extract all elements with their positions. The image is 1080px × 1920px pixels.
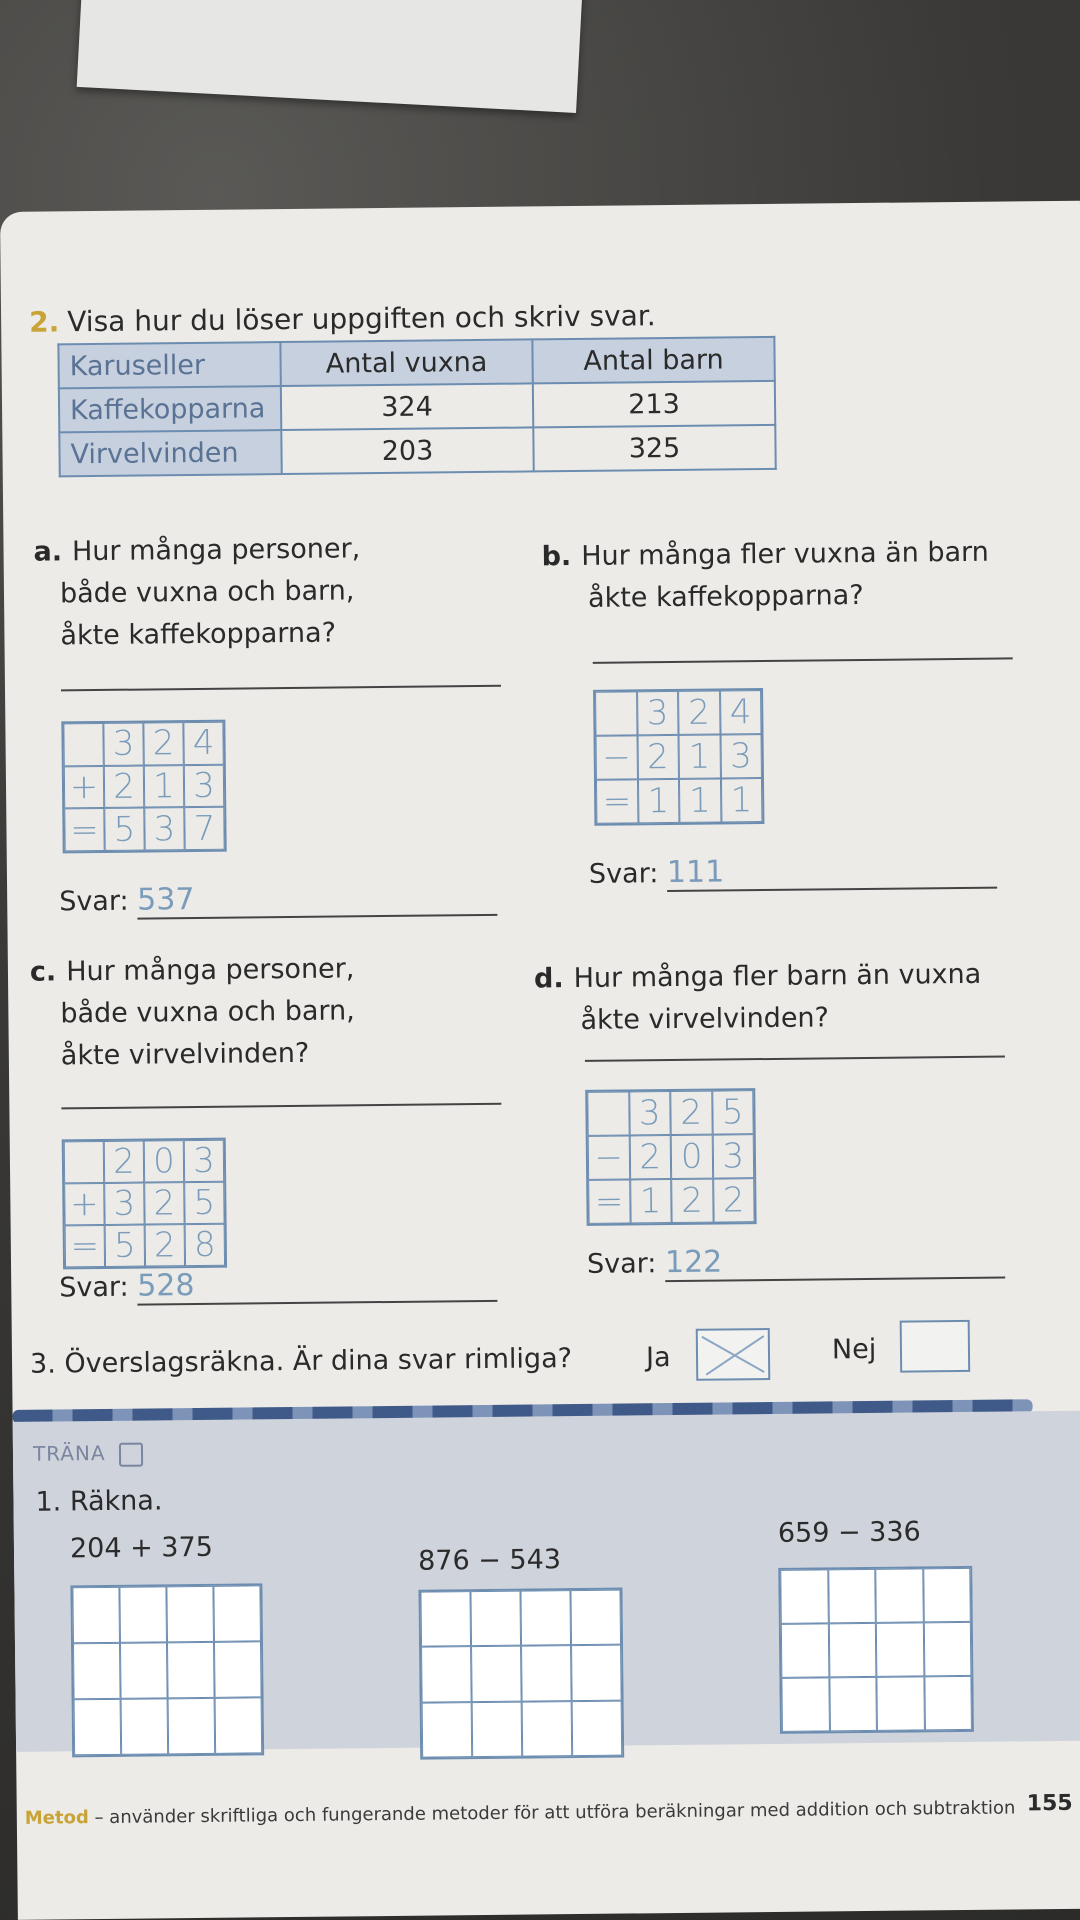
grid-cell[interactable]: 3 <box>637 691 679 735</box>
calc-grid-1[interactable] <box>70 1583 264 1757</box>
table-cell-name: Virvelvinden <box>59 430 281 476</box>
table-cell-name: Kaffekopparna <box>59 386 281 432</box>
grid-cell[interactable]: 1 <box>637 779 679 823</box>
work-grid-b[interactable] <box>593 688 764 826</box>
footer-description: – använder skriftliga och fungerande metoder för att utföra beräkningar med addition och subtraktion <box>88 1797 1016 1829</box>
table-cell-adults: 324 <box>281 383 533 430</box>
task2-number: 2. <box>28 305 60 339</box>
nej-checkbox[interactable] <box>900 1320 971 1373</box>
svar-b-label: Svar: <box>588 858 659 890</box>
question-c-line: åkte virvelvinden? <box>60 1037 310 1072</box>
grid-cell[interactable]: 1 <box>679 734 721 778</box>
svar-c <box>59 1265 497 1307</box>
grid-cell[interactable]: 5 <box>104 808 144 851</box>
grid-cell[interactable]: 5 <box>184 1182 224 1224</box>
cross-mark-icon <box>698 1330 768 1379</box>
grid-cell[interactable]: 7 <box>184 807 224 850</box>
question-a-line: åkte kaffekopparna? <box>60 617 337 652</box>
question-d-line: åkte virvelvinden? <box>580 1002 830 1036</box>
grid-cell[interactable]: = <box>588 1179 630 1223</box>
grid-cell[interactable]: − <box>596 735 638 779</box>
question-d-line: Hur många fler barn än vuxna <box>573 958 982 995</box>
grid-cell[interactable]: = <box>596 779 638 823</box>
expression-3: 659 − 336 <box>777 1516 921 1549</box>
task2-instruction <box>29 299 656 339</box>
grid-cell[interactable]: 2 <box>104 765 144 808</box>
grid-cell[interactable]: + <box>64 766 104 809</box>
svar-b <box>589 852 997 893</box>
question-c-letter: c. <box>29 956 57 988</box>
grid-cell[interactable]: 3 <box>712 1134 754 1178</box>
grid-cell[interactable]: + <box>64 1183 104 1225</box>
question-b-line: åkte kaffekopparna? <box>587 579 864 614</box>
grid-cell[interactable]: 3 <box>720 734 762 778</box>
grid-cell[interactable]: 1 <box>144 765 184 808</box>
grid-cell[interactable]: 1 <box>630 1179 672 1223</box>
grid-cell[interactable]: 3 <box>184 1140 224 1182</box>
question-d <box>534 953 1035 1042</box>
answer-line-d[interactable] <box>585 1056 1005 1062</box>
page-number: 155 <box>1026 1790 1073 1817</box>
pencil-icon <box>119 1442 143 1466</box>
svar-b-value[interactable]: 111 <box>666 854 725 891</box>
svar-d-label: Svar: <box>586 1248 657 1280</box>
work-grid-a[interactable] <box>61 720 226 854</box>
grid-cell[interactable]: 3 <box>104 1183 144 1225</box>
grid-cell[interactable]: 2 <box>144 1182 184 1224</box>
trana-task-label: 1. Räkna. <box>35 1485 163 1518</box>
table-header-carousels: Karuseller <box>58 342 280 388</box>
grid-cell[interactable]: 2 <box>678 690 720 734</box>
answer-line-b[interactable] <box>593 657 1013 663</box>
answer-line-c[interactable] <box>61 1103 501 1110</box>
grid-cell[interactable]: 3 <box>629 1091 671 1135</box>
question-a-line: både vuxna och barn, <box>59 575 355 610</box>
question-b-line: Hur många fler vuxna än barn <box>581 536 989 572</box>
question-a <box>33 527 454 657</box>
question-a-line: Hur många personer, <box>71 533 361 568</box>
grid-cell[interactable]: 4 <box>183 722 223 765</box>
question-a-letter: a. <box>33 536 63 568</box>
ja-label: Ja <box>645 1342 671 1374</box>
grid-cell[interactable] <box>63 723 103 766</box>
expression-1: 204 + 375 <box>69 1531 214 1565</box>
grid-cell[interactable] <box>587 1091 629 1135</box>
grid-cell[interactable]: 4 <box>720 690 762 734</box>
grid-cell[interactable]: 2 <box>713 1178 755 1222</box>
grid-cell[interactable]: 1 <box>679 778 721 822</box>
footer-metod-label: Metod <box>24 1807 89 1829</box>
grid-cell[interactable]: 1 <box>720 778 762 822</box>
table-cell-children: 213 <box>533 381 775 428</box>
work-grid-d[interactable] <box>585 1088 756 1226</box>
question-b <box>541 531 1042 620</box>
task2-instruction-text: Visa hur du löser uppgiften och skriv svar. <box>67 299 656 339</box>
table-header-adults: Antal vuxna <box>280 339 532 386</box>
grid-cell[interactable]: 0 <box>144 1140 184 1182</box>
grid-cell[interactable]: 5 <box>712 1090 754 1134</box>
grid-cell[interactable]: 8 <box>185 1224 225 1266</box>
question-c-line: både vuxna och barn, <box>60 995 355 1030</box>
calc-grid-3[interactable] <box>778 1566 974 1734</box>
grid-cell[interactable]: 2 <box>143 722 183 765</box>
workbook-page <box>0 201 1080 1920</box>
footer-text <box>25 1797 1016 1828</box>
trana-heading <box>33 1441 143 1468</box>
grid-cell[interactable]: 5 <box>105 1225 145 1267</box>
grid-cell[interactable]: 2 <box>637 735 679 779</box>
grid-cell[interactable]: = <box>64 808 104 851</box>
grid-cell[interactable] <box>595 691 637 735</box>
grid-cell[interactable]: 2 <box>145 1224 185 1266</box>
nej-label: Nej <box>831 1333 877 1366</box>
grid-cell[interactable]: 3 <box>103 723 143 766</box>
calc-grid-2[interactable] <box>418 1588 624 1760</box>
table-header-children: Antal barn <box>532 337 774 384</box>
svar-a <box>59 879 497 921</box>
question-d-letter: d. <box>533 963 564 995</box>
svar-a-label: Svar: <box>59 885 129 918</box>
grid-cell[interactable] <box>64 1141 104 1183</box>
svar-d-value[interactable]: 122 <box>664 1244 723 1281</box>
grid-cell[interactable]: 3 <box>144 807 184 850</box>
grid-cell[interactable]: 0 <box>671 1135 713 1179</box>
svar-c-value[interactable]: 528 <box>137 1268 195 1304</box>
grid-cell[interactable]: = <box>65 1225 105 1267</box>
answer-line-a[interactable] <box>61 685 501 692</box>
question-b-letter: b. <box>541 541 572 573</box>
trana-heading-text: TRÄNA <box>32 1440 106 1466</box>
carousel-table <box>57 336 776 478</box>
grid-cell[interactable]: 2 <box>671 1179 713 1223</box>
task3-text: 3. Överslagsräkna. Är dina svar rimliga? <box>29 1343 573 1380</box>
grid-cell[interactable]: − <box>588 1135 630 1179</box>
svar-c-label: Svar: <box>59 1271 129 1304</box>
grid-cell[interactable]: 2 <box>104 1141 144 1183</box>
grid-cell[interactable]: 2 <box>629 1135 671 1179</box>
question-c <box>30 947 471 1078</box>
grid-cell[interactable]: 3 <box>184 764 224 807</box>
question-c-line: Hur många personer, <box>66 953 355 988</box>
expression-2: 876 − 543 <box>417 1544 562 1577</box>
table-cell-adults: 203 <box>281 427 533 474</box>
ja-checkbox[interactable] <box>696 1328 771 1381</box>
grid-cell[interactable]: 2 <box>670 1091 712 1135</box>
table-cell-children: 325 <box>533 425 775 472</box>
svar-a-value[interactable]: 537 <box>137 882 195 918</box>
svar-d <box>587 1242 1005 1283</box>
work-grid-c[interactable] <box>62 1138 227 1270</box>
